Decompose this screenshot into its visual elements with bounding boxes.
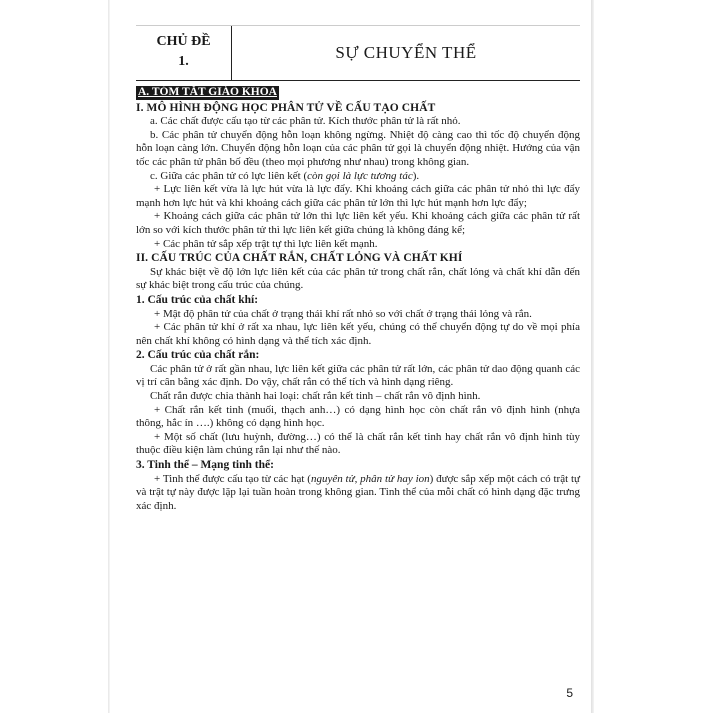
paragraph: b. Các phân tử chuyển động hỗn loạn không ngừng. Nhiệt độ càng cao thì tốc độ chuyển động hỗn loạn càng lớn. Chuyển động hỗn loạn của các phân tử gọi là chuyển động nhiệt. Hướng của vận tốc các phân tử phân bố đều (theo mọi phương như nhau) trong không gian.: [136, 128, 580, 168]
subsection-1-heading: 1. Cấu trúc của chất khí:: [136, 293, 259, 306]
paragraph: Chất rắn được chia thành hai loại: chất rắn kết tinh – chất rắn vô định hình.: [150, 390, 481, 403]
document-page: [110, 0, 591, 713]
paragraph: + Mật độ phân tử của chất ở trạng thái khí rất nhỏ so với chất ở trạng thái lỏng và rắn.: [154, 307, 532, 320]
paragraph-italic: còn gọi là lực tương tác: [307, 169, 413, 182]
paragraph-italic: nguyên tử, phân tử hay ion: [310, 472, 430, 485]
paragraph: Các phân tử ở rất gần nhau, lực liên kết giữa các phân tử rất lớn, các phân tử dao động quanh các vị trí cân bằng xác định. Do vậy, chất rắn có thể tích và hình dạng riêng.: [136, 362, 580, 389]
paragraph-text: + Tinh thể được cấu tạo từ các hạt (: [154, 472, 311, 485]
chapter-title: SỰ CHUYỂN THỂ: [335, 43, 477, 62]
chapter-label: CHỦ ĐỀ: [156, 34, 211, 49]
paragraph: + Khoảng cách giữa các phân tử lớn thì lực liên kết yếu. Khi khoảng cách giữa các phân tử rất lớn so với kích thước phân tử thì lực liên kết giữa chúng là không đáng kể;: [136, 210, 580, 236]
paragraph: + Lực liên kết vừa là lực hút vừa là lực đẩy. Khi khoảng cách giữa các phân tử nhỏ thì lực đẩy mạnh hơn lực hút và khi khoảng cách giữa các phân tử lớn thì lực hút mạnh hơn lực đẩy;: [136, 183, 580, 209]
subsection-3-heading: 3. Tinh thể – Mạng tinh thể:: [136, 459, 274, 472]
page-shadow-right: [591, 0, 594, 713]
chapter-header: [136, 25, 580, 81]
paragraph: + Các phân tử sắp xếp trật tự thì lực liên kết mạnh.: [154, 237, 378, 250]
page-content: [136, 86, 580, 513]
paragraph: + Một số chất (lưu huỳnh, đường…) có thể là chất rắn kết tinh hay chất rắn vô định hình tùy thuộc điều kiện làm chúng rắn lại như thế nào.: [136, 430, 580, 457]
section-2-heading: II. CẤU TRÚC CỦA CHẤT RẮN, CHẤT LỎNG VÀ CHẤT KHÍ: [136, 252, 463, 265]
paragraph-text: ).: [412, 169, 420, 182]
paragraph: Sự khác biệt về độ lớn lực liên kết của các phân tử trong chất rắn, chất lỏng và chất khí dẫn đến sự khác biệt trong cấu trúc của chúng.: [136, 265, 580, 292]
paragraph-text: ) được sắp xếp một cách có trật tự và trật tự này được lặp lại tuần hoàn trong không gian. Tinh thể của mỗi chất có hình dạng đặc trưng xác định.: [136, 472, 580, 512]
chapter-number: 1.: [178, 54, 189, 69]
page-number: 5: [566, 686, 573, 700]
paragraph: a. Các chất được cấu tạo từ các phân tử. Kích thước phân tử là rất nhỏ.: [150, 115, 461, 128]
paragraph: + Các phân tử khí ở rất xa nhau, lực liên kết yếu, chúng có thể chuyển động tự do về mọi phía nên chất khí không có hình dạng và thể tích xác định.: [136, 321, 580, 347]
paragraph-text: c. Giữa các phân tử có lực liên kết (: [150, 169, 308, 182]
section-1-heading: I. MÔ HÌNH ĐỘNG HỌC PHÂN TỬ VỀ CẤU TẠO CHẤT: [136, 101, 436, 114]
subsection-2-heading: 2. Cấu trúc của chất rắn:: [136, 349, 260, 362]
paragraph: [136, 170, 580, 184]
chapter-label-cell: [136, 26, 232, 80]
section-a-heading: A. TÓM TẮT GIÁO KHOA: [138, 86, 277, 98]
paragraph: + Chất rắn kết tinh (muối, thạch anh…) có dạng hình học còn chất rắn vô định hình (nhựa thông, hắc ín ….) không có dạng hình học.: [136, 403, 580, 430]
paragraph: [136, 473, 580, 514]
